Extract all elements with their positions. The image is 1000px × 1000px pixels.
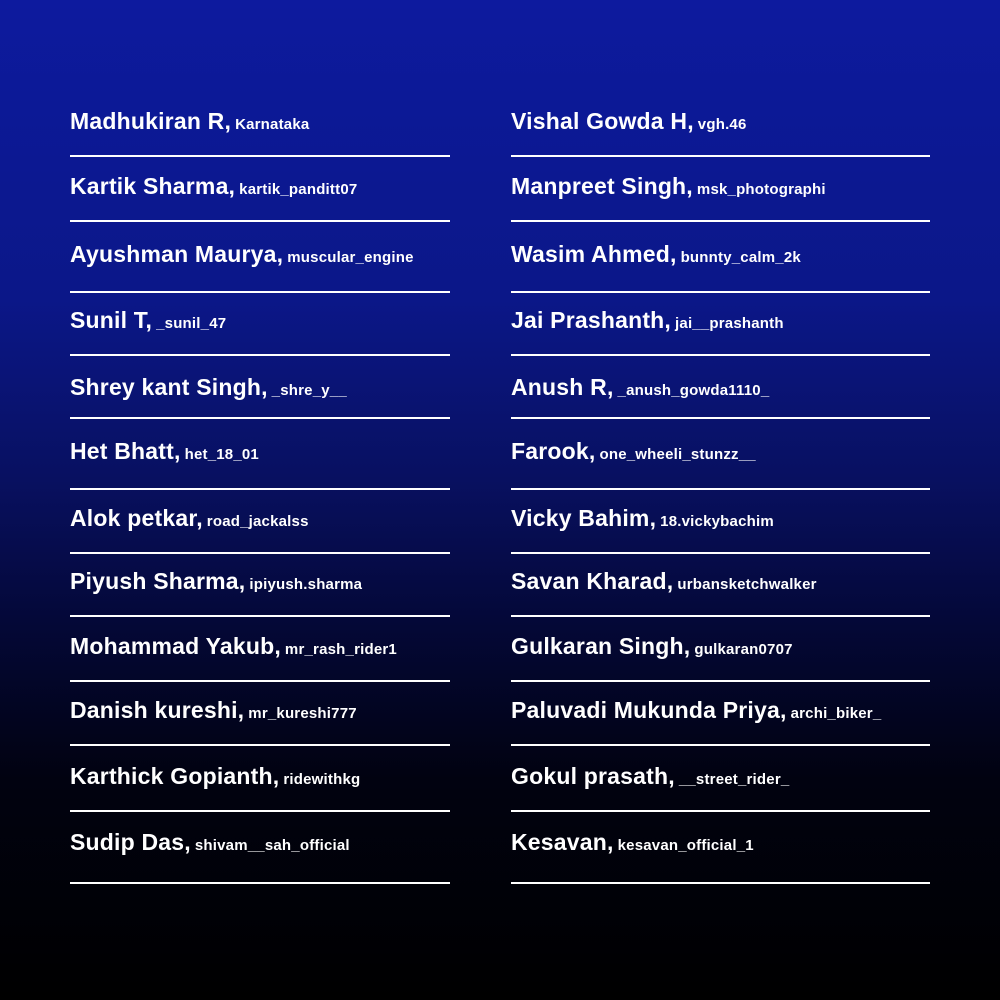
rider-handle: mr_rash_rider1	[284, 641, 397, 658]
rider-name: Sunil T,	[70, 307, 153, 333]
list-item	[511, 682, 930, 746]
list-item	[70, 222, 450, 293]
rider-name: Piyush Sharma,	[70, 568, 246, 594]
rider-name: Savan Kharad,	[511, 568, 674, 594]
rider-handle: ridewithkg	[283, 771, 361, 788]
rider-handle: jai__prashanth	[675, 315, 784, 332]
list-item	[511, 100, 930, 157]
rider-name: Paluvadi Mukunda Priya,	[511, 697, 787, 723]
list-item	[70, 746, 450, 812]
list-item	[511, 419, 930, 490]
rider-name: Manpreet Singh,	[511, 173, 693, 199]
rider-name: Het Bhatt,	[70, 438, 181, 464]
rider-handle: archi_biker_	[790, 705, 882, 722]
rider-name: Kesavan,	[511, 829, 614, 855]
list-item	[70, 293, 450, 356]
rider-name: Jai Prashanth,	[511, 307, 672, 333]
list-item	[511, 157, 930, 222]
list-item	[70, 356, 450, 419]
rider-handle: _sunil_47	[156, 315, 227, 332]
rider-name: Alok petkar,	[70, 505, 203, 531]
list-item	[70, 100, 450, 157]
rider-handle: _anush_gowda1110_	[617, 382, 770, 399]
rider-name: Sudip Das,	[70, 829, 191, 855]
rider-handle: bunnty_calm_2k	[680, 249, 801, 266]
rider-name: Shrey kant Singh,	[70, 374, 268, 400]
list-item	[511, 554, 930, 617]
rider-name: Gulkaran Singh,	[511, 633, 691, 659]
rider-handle: kesavan_official_1	[617, 837, 754, 854]
list-item	[70, 490, 450, 554]
rider-name: Kartik Sharma,	[70, 173, 236, 199]
list-item	[511, 617, 930, 682]
list-item	[70, 617, 450, 682]
rider-handle: ipiyush.sharma	[249, 576, 363, 593]
rider-name: Gokul prasath,	[511, 763, 675, 789]
rider-handle: _shre_y__	[271, 382, 347, 399]
rider-handle: mr_kureshi777	[248, 705, 357, 722]
list-item	[511, 222, 930, 293]
rider-name: Karthick Gopianth,	[70, 763, 280, 789]
rider-name: Vicky Bahim,	[511, 505, 657, 531]
rider-handle: 18.vickybachim	[660, 513, 774, 530]
list-item	[70, 419, 450, 490]
rider-handle: __street_rider_	[678, 771, 790, 788]
list-item	[511, 812, 930, 884]
list-item	[511, 490, 930, 554]
list-item	[70, 682, 450, 746]
rider-name: Vishal Gowda H,	[511, 108, 694, 134]
rider-name: Farook,	[511, 438, 596, 464]
rider-name: Ayushman Maurya,	[70, 241, 284, 267]
rider-name: Anush R,	[511, 374, 614, 400]
rider-handle: shivam__sah_official	[194, 837, 350, 854]
rider-name: Madhukiran R,	[70, 108, 232, 134]
rider-handle: Karnataka	[235, 116, 310, 133]
rider-handle: urbansketchwalker	[677, 576, 817, 593]
rider-handle: vgh.46	[697, 116, 747, 133]
rider-handle: road_jackalss	[206, 513, 309, 530]
list-item	[511, 356, 930, 419]
rider-handle: one_wheeli_stunzz__	[599, 446, 756, 463]
rider-name: Wasim Ahmed,	[511, 241, 677, 267]
rider-handle: msk_photographi	[696, 181, 826, 198]
rider-name: Mohammad Yakub,	[70, 633, 281, 659]
rider-handle: het_18_01	[184, 446, 259, 463]
rider-handle: kartik_panditt07	[239, 181, 358, 198]
list-item	[511, 746, 930, 812]
list-item	[70, 812, 450, 884]
list-item	[70, 157, 450, 222]
rider-handle: muscular_engine	[287, 249, 414, 266]
list-item	[511, 293, 930, 356]
rider-handle: gulkaran0707	[694, 641, 793, 658]
list-item	[70, 554, 450, 617]
rider-name: Danish kureshi,	[70, 697, 245, 723]
